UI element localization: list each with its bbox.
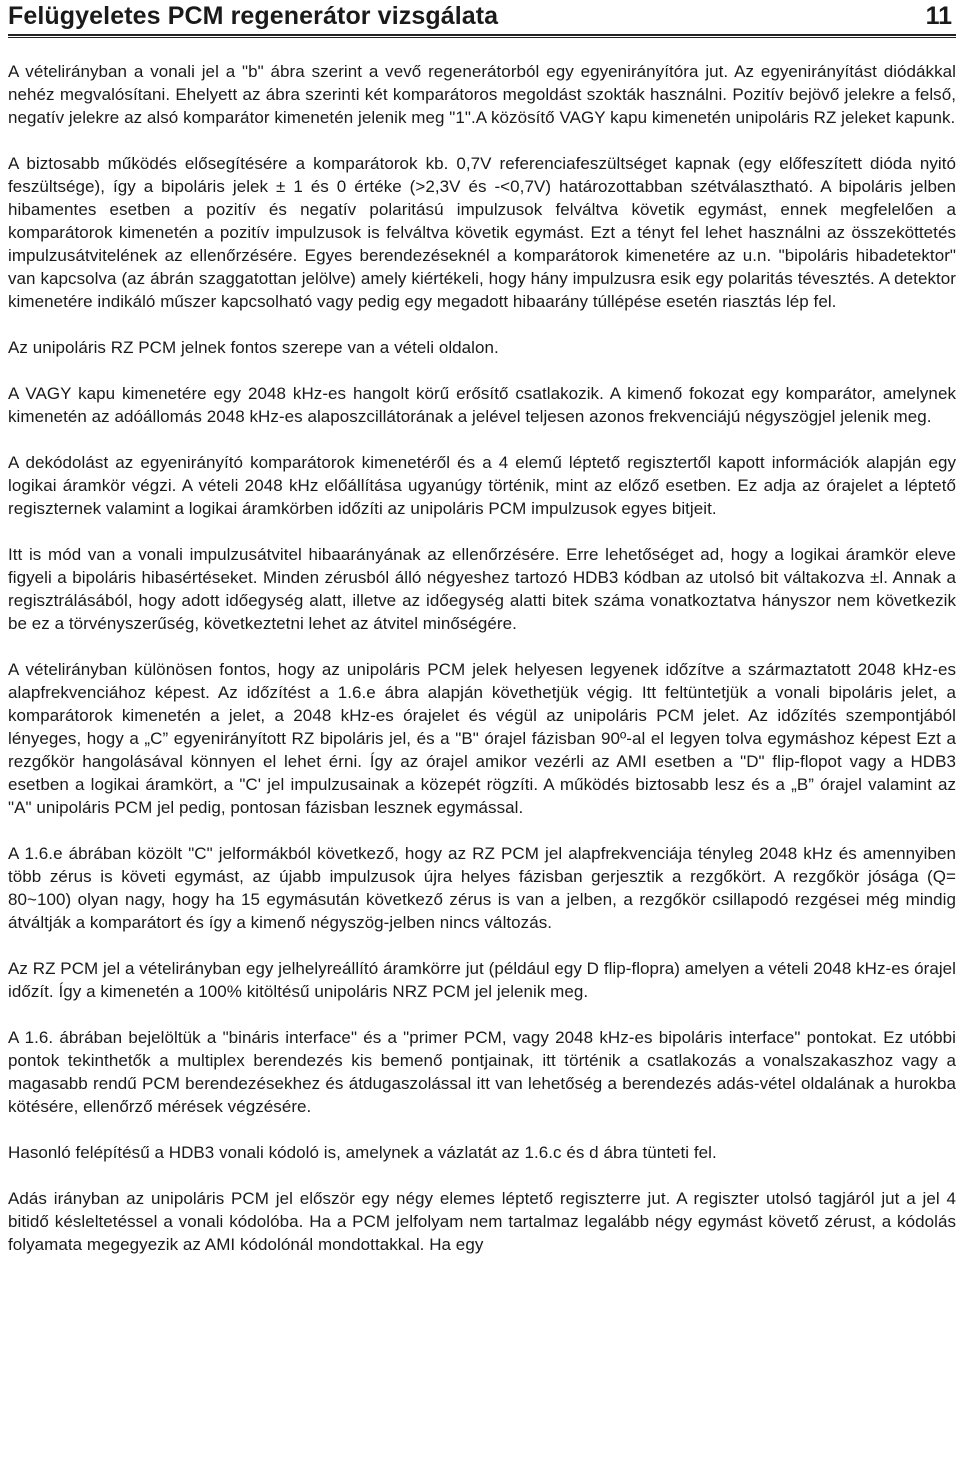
paragraph-tuned-amplifier: A VAGY kapu kimenetére egy 2048 kHz-es hangolt körű erősítő csatlakozik. A kimenő fokozat egy komparátor, amelynek kimenetén az adóállomás 2048 kHz-es alaposzcillátorának a jelével teljesen azonos frekvenciájú négyszögjel jelenik meg.	[8, 384, 956, 426]
paragraph-transmit-direction: Adás irányban az unipoláris PCM jel először egy négy elemes léptető regiszterre jut. A regiszter utolsó tagjáról jut a jel 4 bitidő késleltetéssel a vonali kódolóba. Ha a PCM jelfolyam nem tartalmaz legalább négy egymást követő zérust, a kódolás folyamata megegyezik az AMI kódolónál mondottakkal. Ha egy	[8, 1189, 956, 1254]
paragraph-timing: A vételirányban különösen fontos, hogy az unipoláris PCM jelek helyesen legyenek időzítve a származtatott 2048 kHz-es alapfrekvenciához képest. Az időzítést a 1.6.e ábra alapján követhetjük végig. Itt feltüntetjük a vonali bipoláris jelet, a komparátorok kimenetén a jelet, a 2048 kHz-es órajelet és végül az unipoláris PCM jelet. Az időzítés szempontjából lényeges, hogy a „C” egyenirányított RZ bipoláris jel, és a "B" órajel fázisban 90º-al el legyen tolva egymáshoz képest Ezt a rezgőkör hangolásával könnyen el lehet érni. Így az órajel amikor vezérli az AMI esetben a "D" flip-flopot vagy a HDB3 esetben a logikai áramkört, a "C' jel impulzusainak a közepét rögzíti. A működés biztosabb lesz és a „B” órajel valamint az "A" unipoláris PCM jel pedig, pontosan fázisban lesznek egymással.	[8, 660, 956, 817]
paragraph-decoding: A dekódolást az egyenirányító komparátorok kimenetéről és a 4 elemű léptető regisztertől kapott információk alapján egy logikai áramkör végzi. A vételi 2048 kHz előállítása ugyanúgy történik, mint az előző esetben. Ez adja az órajelet a léptető regiszternek valamint a logikai áramkörben időzíti az unipoláris PCM impulzusok egyes bitjeit.	[8, 453, 956, 518]
paragraph-error-rate-monitoring: Itt is mód van a vonali impulzusátvitel hibaarányának az ellenőrzésére. Erre lehetőséget ad, hogy a logikai áramkör eleve figyeli a bipoláris hibasértéseket. Minden zérusból álló négyeshez tartozó HDB3 kódban az utolsó bit váltakozva ±l. Annak a regisztrálásából, hogy adott időegység alatt, illetve az időegység alatti bitek száma vonatkoztatva hányszor nem következik be ez a törvényszerűség, következtetni lehet az átvitel minőségére.	[8, 545, 956, 633]
paragraph-hdb3-encoder: Hasonló felépítésű a HDB3 vonali kódoló is, amelynek a vázlatát az 1.6.c és d ábra tünteti fel.	[8, 1143, 717, 1162]
paragraph-resonator-quality: A 1.6.e ábrában közölt "C" jelformákból következő, hogy az RZ PCM jel alapfrekvenciája tényleg 2048 kHz és amennyiben több zérus is követi egymást, az újabb impulzusok újra helyes fázisban gerjesztik a rezgőkört. A rezgőkör jósága (Q= 80~100) olyan nagy, hogy ha 15 egymásután következő zérus is van a jelben, a rezgőkör csillapodó rezgései még mindig átváltják a komparátort és így a kimenő négyszög-jelben nincs változás.	[8, 844, 956, 932]
header-divider	[8, 34, 956, 38]
paragraph-signal-regeneration: Az RZ PCM jel a vételirányban egy jelhelyreállító áramkörre jut (például egy D flip-flopra) amelyen a vételi 2048 kHz-es órajel időzít. Így a kimenetén a 100% kitöltésű unipoláris NRZ PCM jel jelenik meg.	[8, 959, 956, 1001]
page-title: Felügyeletes PCM regenerátor vizsgálata	[8, 2, 499, 30]
body-text	[8, 60, 956, 1279]
page-header	[8, 0, 956, 40]
paragraph-interfaces: A 1.6. ábrában bejelöltük a "bináris interface" és a "primer PCM, vagy 2048 kHz-es bipoláris interface" pontokat. Ez utóbbi pontok tekinthetők a multiplex berendezés kis bemenő pontjainak, itt történik a csatlakozás a vonalszakaszhoz vagy a magasabb rendű PCM berendezésekhez és átdugaszolással itt van lehetőség a berendezés adás-vétel oldalának a hurokba kötésére, ellenőrző mérések végzésére.	[8, 1028, 956, 1116]
page-number: 11	[925, 2, 952, 30]
paragraph-unipolar-rz-role: Az unipoláris RZ PCM jelnek fontos szerepe van a vételi oldalon.	[8, 338, 499, 357]
paragraph-bipolar-error-detector: A biztosabb működés elősegítésére a komparátorok kb. 0,7V referenciafeszültséget kapnak (egy előfeszített dióda nyitó feszültsége), így a bipoláris jelek ± 1 és 0 értéke (>2,3V és -<0,7V) határozottabban szétválasztható. A bipoláris jelben hibamentes esetben a pozitív és negatív polaritású impulzusok felváltva követik egymást, ennek megfelelően a komparátorok kimenetén a pozitív impulzusok is felváltva követik egymást. Ezt a tényt fel lehet használni az összeköttetés impulzusátvitelének az ellenőrzésére. Egyes berendezéseknél a komparátorok kimenetére az u.n. "bipoláris hibadetektor" van kapcsolva (az ábrán szaggatottan jelölve) amely kiértékeli, hogy hány impulzusra esik egy polaritás tévesztés. A detektor kimenetére indikáló műszer kapcsolható vagy pedig egy megadott hibaarány túllépése esetén riasztás lép fel.	[8, 154, 956, 311]
paragraph-comparator-rectifier: A vételirányban a vonali jel a "b" ábra szerint a vevő regenerátorból egy egyenirányítóra jut. Az egyenirányítást diódákkal nehéz megvalósítani. Ehelyett az ábra szerinti két komparátoros megoldást szokták használni. Pozitív bejövő jelekre a felső, negatív jelekre az alsó komparátor kimenetén jelenik meg "1".A közösítő VAGY kapu kimenetén unipoláris RZ jeleket kapunk.	[8, 62, 956, 127]
